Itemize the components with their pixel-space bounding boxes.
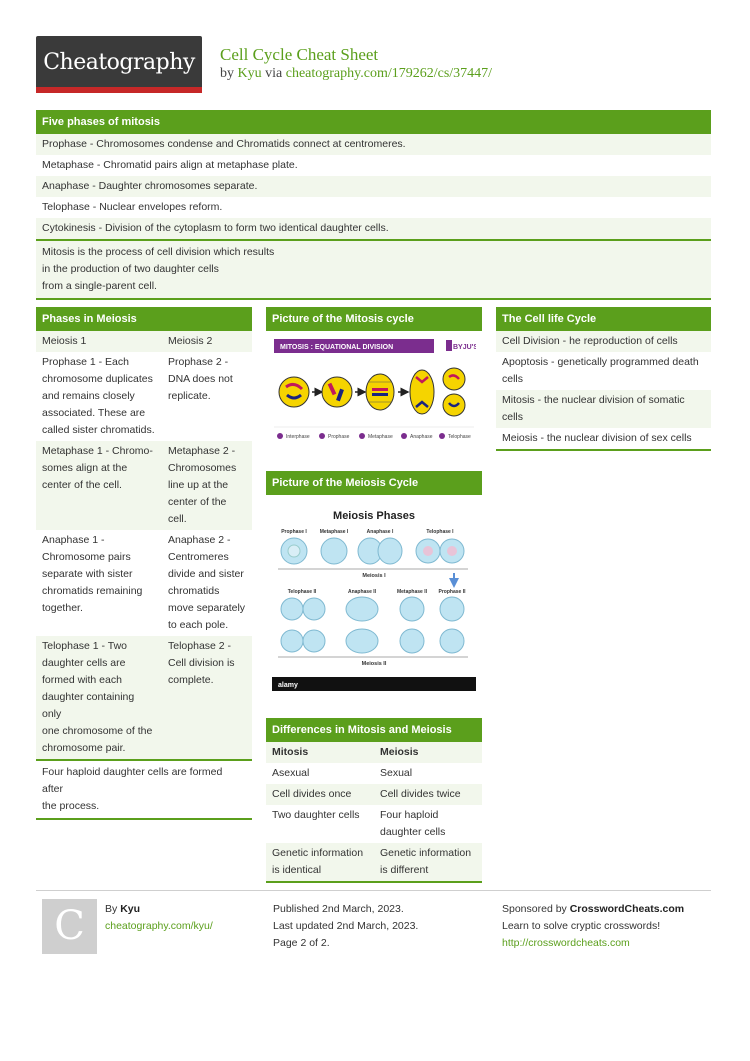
- cell-line: daughter cells are: [42, 657, 126, 669]
- life-cycle-title: The Cell life Cycle: [496, 307, 711, 331]
- footer-sponsor: [502, 901, 684, 952]
- alamy-footer-bar: [272, 677, 476, 691]
- legend-interphase: Interphase: [286, 434, 310, 440]
- item-line: Cell Division - he reproduction of cells: [502, 335, 678, 347]
- cell-line: and remains closely: [42, 390, 135, 402]
- sponsor-tagline: Learn to solve cryptic crosswords!: [502, 920, 661, 932]
- stage-label: Telophase I: [426, 529, 454, 535]
- mitosis-picture-title: Picture of the Mitosis cycle: [266, 307, 482, 331]
- stage-label: Telophase II: [287, 589, 317, 595]
- table-cell: [374, 784, 482, 805]
- byline-via: via: [265, 66, 283, 81]
- cell-line: chromosome duplicates: [42, 373, 153, 385]
- anaphase-cell: [410, 370, 434, 414]
- cell-line: is identical: [272, 864, 322, 876]
- table-row: [36, 441, 252, 530]
- meiosis-heading: Meiosis Phases: [333, 510, 415, 522]
- list-item: [496, 352, 711, 390]
- cell-line: together.: [42, 602, 83, 614]
- cell-line: associated. These are: [42, 407, 146, 419]
- cell-line: move separately: [168, 602, 246, 614]
- table-cell: [36, 530, 162, 636]
- logo-accent-bar: [36, 87, 202, 93]
- meiosis-diagram: [266, 495, 482, 704]
- cell-line: replicate.: [168, 390, 211, 402]
- meiosis-illustration: [272, 501, 476, 693]
- cell-line: daughter containing only: [42, 691, 135, 720]
- table-header-row: [36, 331, 252, 352]
- table-cell: [374, 843, 482, 881]
- cell-line: Prophase 1 - Each: [42, 356, 129, 368]
- cell-line: Telophase 2 -: [168, 640, 232, 652]
- meiosis-ii-label: Meiosis II: [361, 661, 387, 667]
- list-item: Telophase - Nuclear envelopes reform.: [42, 201, 223, 213]
- column-header: Meiosis: [374, 742, 482, 763]
- note-line: Mitosis is the process of cell division which results: [42, 246, 275, 258]
- stage-label: Metaphase I: [319, 529, 349, 535]
- legend-prophase: Prophase: [328, 434, 350, 440]
- cell-line: is different: [380, 864, 429, 876]
- list-item: [496, 390, 711, 428]
- mitosis-phases-title: Five phases of mitosis: [36, 110, 711, 134]
- cell-line: Telophase 1 - Two: [42, 640, 128, 652]
- column-header: Meiosis 1: [36, 331, 162, 352]
- stage-label: Metaphase II: [396, 589, 428, 595]
- list-item: Prophase - Chromosomes condense and Chromatids connect at centromeres.: [36, 134, 711, 155]
- published-date: Published 2nd March, 2023.: [273, 903, 404, 915]
- mitosis-illustration: [272, 337, 476, 447]
- note-line: the process.: [42, 800, 100, 812]
- cell-line: center of the: [168, 496, 227, 508]
- sponsor-link[interactable]: http://crosswordcheats.com: [502, 937, 630, 949]
- table-cell: [36, 441, 162, 530]
- list-item: Metaphase - Chromatid pairs align at metaphase plate.: [42, 159, 298, 171]
- meiosis-phases-box: [36, 307, 252, 820]
- cell-line: Genetic information: [272, 847, 364, 859]
- cell-line: Sexual: [380, 767, 413, 779]
- legend-telophase: Telophase: [448, 434, 471, 440]
- cell-line: Chromosomes: [168, 462, 237, 474]
- page-number: Page 2 of 2.: [273, 937, 330, 949]
- cell-line: Metaphase 1 - Chromo-: [42, 445, 153, 457]
- meiosis-note: [36, 759, 252, 818]
- meiosis-picture-box: [266, 471, 482, 704]
- cell-line: separate with sister: [42, 568, 133, 580]
- item-line: Apoptosis - genetically programmed death: [502, 356, 699, 368]
- cell-line: cell.: [168, 513, 187, 525]
- interphase-cell: [279, 377, 309, 407]
- item-line: cells: [502, 373, 524, 385]
- meiosis-i-label: Meiosis I: [362, 573, 386, 579]
- author-link[interactable]: Kyu: [237, 66, 262, 81]
- footer-by: By: [105, 903, 118, 915]
- cell-line: called sister chromatids.: [42, 424, 155, 436]
- avatar-letter: C: [54, 903, 85, 949]
- cell-line: Metaphase 2 -: [168, 445, 236, 457]
- list-item: [496, 331, 711, 352]
- sponsor-name[interactable]: CrosswordCheats.com: [569, 903, 685, 915]
- stage-label: Anaphase II: [347, 589, 377, 595]
- cell-line: somes align at the: [42, 462, 128, 474]
- mitosis-note: [36, 239, 711, 298]
- cell-line: Anaphase 2 -: [168, 534, 231, 546]
- table-cell: [266, 843, 374, 881]
- table-cell: [162, 441, 252, 530]
- table-row: [266, 843, 482, 881]
- cell-line: daughter cells: [380, 826, 446, 838]
- table-cell: [266, 784, 374, 805]
- differences-box: [266, 718, 482, 883]
- table-cell: [162, 352, 252, 441]
- prophase-cell: [322, 377, 352, 407]
- footer-author-line: [105, 901, 213, 918]
- byjus-brand: BYJU'S: [453, 344, 476, 351]
- cell-line: divide and sister: [168, 568, 244, 580]
- cell-line: center of the cell.: [42, 479, 122, 491]
- table-cell: [374, 763, 482, 784]
- cell-line: Genetic information: [380, 847, 472, 859]
- meiosis-picture-title: Picture of the Meiosis Cycle: [266, 471, 482, 495]
- item-line: cells: [502, 411, 524, 423]
- differences-table: [266, 742, 482, 881]
- page-footer: [36, 890, 711, 960]
- item-line: Mitosis - the nuclear division of somatic: [502, 394, 685, 406]
- differences-title: Differences in Mitosis and Meiosis: [266, 718, 482, 742]
- cell-line: Four haploid: [380, 809, 439, 821]
- legend-metaphase: Metaphase: [368, 434, 393, 440]
- footer-divider: [482, 891, 494, 892]
- cell-line: Cell division is: [168, 657, 235, 669]
- sponsor-prefix: Sponsored by: [502, 903, 567, 915]
- mitosis-phases-box: [36, 110, 711, 300]
- cell-line: DNA does not: [168, 373, 233, 385]
- table-cell: [36, 636, 162, 759]
- avatar[interactable]: [42, 899, 97, 954]
- alamy-brand: alamy: [278, 682, 298, 689]
- table-header-row: [266, 742, 482, 763]
- byline: [220, 66, 492, 82]
- item-line: Meiosis - the nuclear division of sex cells: [502, 432, 692, 444]
- cell-line: chromosome pair.: [42, 742, 126, 754]
- table-row: [36, 530, 252, 636]
- sponsor-line: [502, 901, 684, 918]
- note-line: from a single-parent cell.: [42, 280, 157, 292]
- cell-line: Prophase 2 -: [168, 356, 229, 368]
- list-item: Anaphase - Daughter chromosomes separate.: [36, 176, 711, 197]
- cell-line: to each pole.: [168, 619, 229, 631]
- footer-author-name[interactable]: Kyu: [120, 903, 141, 915]
- column-header: Mitosis: [266, 742, 374, 763]
- cell-line: complete.: [168, 674, 214, 686]
- cell-line: Chromosome pairs: [42, 551, 131, 563]
- meiosis-phases-table: [36, 331, 252, 759]
- note-line: in the production of two daughter cells: [42, 263, 219, 275]
- footer-divider: [252, 891, 264, 892]
- stage-label: Prophase I: [281, 529, 307, 535]
- footer-author-link[interactable]: cheatography.com/kyu/: [105, 920, 213, 932]
- table-row: [266, 763, 482, 784]
- stage-label: Prophase II: [438, 589, 466, 595]
- list-item: [496, 428, 711, 449]
- note-line: Four haploid daughter cells are formed after: [42, 766, 223, 795]
- cell-line: Centromeres: [168, 551, 229, 563]
- table-cell: [36, 352, 162, 441]
- legend-anaphase: Anaphase: [410, 434, 433, 440]
- mitosis-banner-text: MITOSIS : EQUATIONAL DIVISION: [280, 344, 394, 351]
- updated-date: Last updated 2nd March, 2023.: [273, 920, 419, 932]
- cell-line: Anaphase 1 -: [42, 534, 105, 546]
- page-title: Cell Cycle Cheat Sheet: [220, 45, 379, 64]
- cell-line: Cell divides once: [272, 788, 352, 800]
- cell-line: Cell divides twice: [380, 788, 461, 800]
- cell-line: Asexual: [272, 767, 310, 779]
- mitosis-diagram: [266, 331, 482, 458]
- stage-label: Anaphase I: [366, 529, 394, 535]
- metaphase-cell: [366, 374, 394, 410]
- table-row: [36, 352, 252, 441]
- cell-line: line up at the: [168, 479, 229, 491]
- table-cell: [374, 805, 482, 843]
- table-row: [266, 805, 482, 843]
- footer-dates: [273, 901, 418, 952]
- table-cell: [162, 530, 252, 636]
- mitosis-picture-box: [266, 307, 482, 458]
- table-cell: [266, 763, 374, 784]
- table-row: [36, 636, 252, 759]
- cell-line: chromatids: [168, 585, 220, 597]
- sheet-url-link[interactable]: cheatography.com/179262/cs/37447/: [285, 66, 493, 81]
- cell-line: chromatids remaining: [42, 585, 143, 597]
- table-cell: [162, 636, 252, 759]
- cell-line: Two daughter cells: [272, 809, 360, 821]
- column-header: Meiosis 2: [162, 331, 252, 352]
- byline-by: by: [220, 66, 234, 81]
- list-item: Cytokinesis - Division of the cytoplasm to form two identical daughter cells.: [36, 218, 711, 239]
- logo-text: Cheatography: [43, 50, 195, 75]
- table-row: [266, 784, 482, 805]
- cell-line: one chromosome of the: [42, 725, 153, 737]
- meiosis-phases-title: Phases in Meiosis: [36, 307, 252, 331]
- cheatography-logo[interactable]: [36, 36, 202, 93]
- table-cell: [266, 805, 374, 843]
- cell-line: formed with each: [42, 674, 122, 686]
- life-cycle-box: [496, 307, 711, 451]
- footer-author: [105, 901, 213, 935]
- telophase-cell-top: [443, 368, 465, 390]
